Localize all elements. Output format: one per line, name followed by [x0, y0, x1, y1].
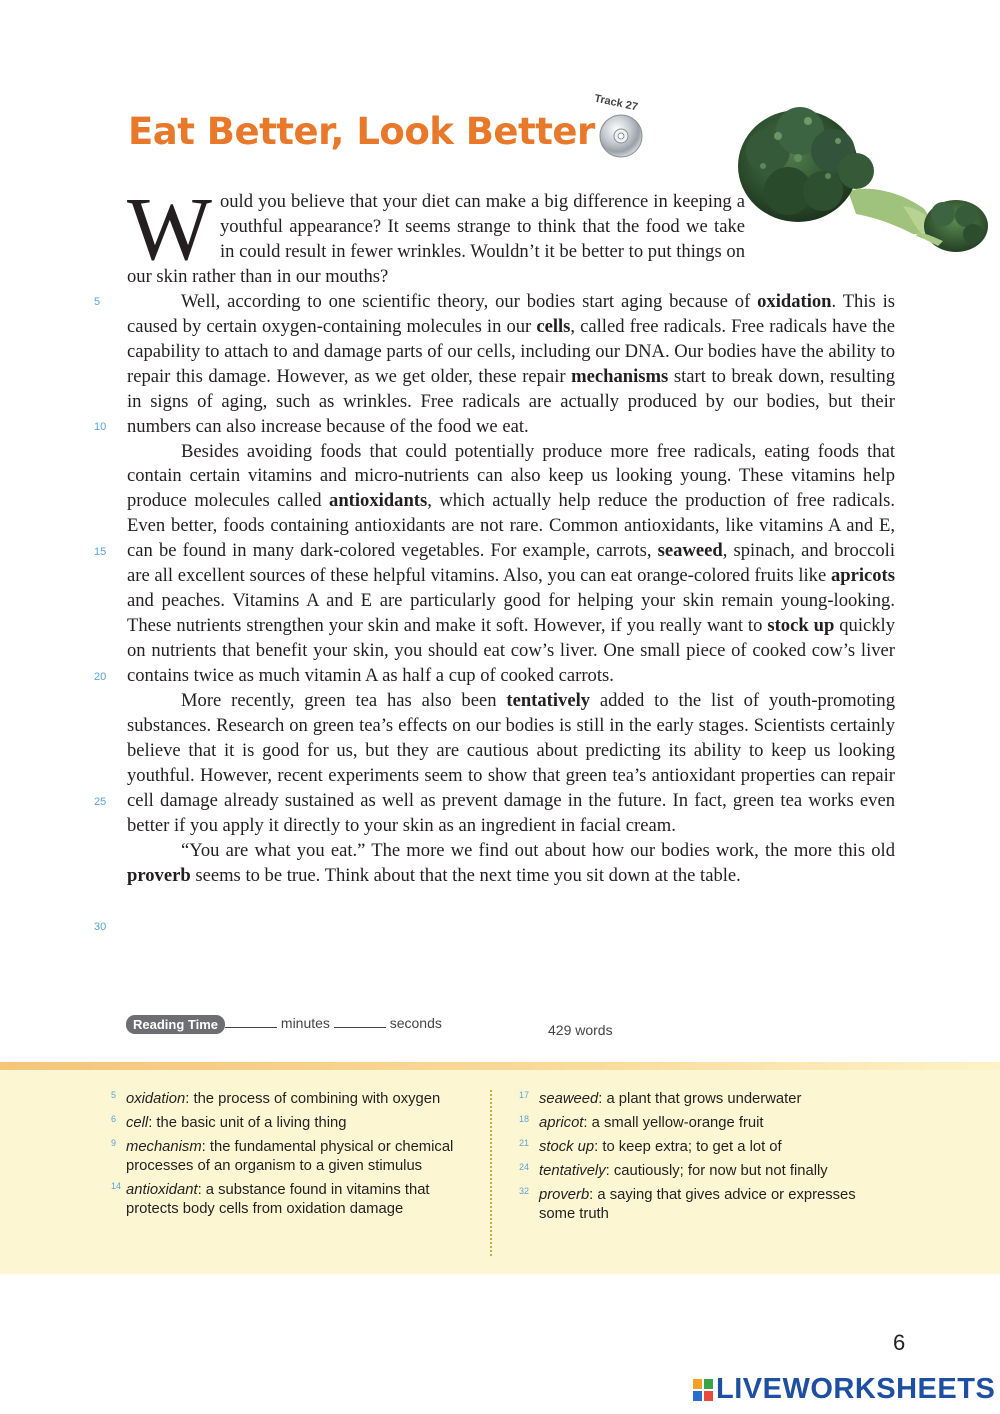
glossary-item: 21 stock up: to keep extra; to get a lot of [519, 1138, 782, 1155]
drop-cap: W [127, 180, 212, 279]
glossary-item: 24 tentatively: cautiously; for now but not finally [519, 1162, 828, 1179]
glossary-item: 14 antioxidant: a substance found in vitamins that protects body cells from oxidation damage [111, 1181, 430, 1217]
line-number: 25 [94, 796, 107, 808]
paragraph-2: Well, according to one scientific theory, our bodies start aging because of oxidation. This is caused by certain oxygen-containing molecules in our cells, called free radicals. Free radicals have the capability to attach to and damage parts of our cells, including our DNA. Our bodies have the ability to repair this damage. However, as we get older, these repair mechanisms start to break down, resulting in signs of aging, such as wrinkles. Free radicals are actually produced by our bodies, but their numbers can also increase because of the food we eat. [127, 290, 896, 437]
glossary-term: oxidation [126, 1091, 186, 1107]
page-title: Eat Better, Look Better [128, 110, 595, 153]
paragraph-4: More recently, green tea has also been tentatively added to the list of youth-promoting substances. Research on green tea’s effects on our bodies is still in the early stages. Scientists certainly believe that it is good for us, but they are cautious about predicting its ability to keep us looking youthful. However, recent experiments seem to show that green tea’s antioxidant properties can repair cell damage already sustained as well as prevent damage in the future. In fact, green tea works even better if you apply it directly to your skin as an ingredient in facial cream. [127, 690, 895, 836]
glossary-item: 17 seaweed: a plant that grows underwater [519, 1090, 802, 1107]
liveworksheets-logo-icon [693, 1379, 713, 1401]
minutes-label: minutes [280, 1015, 330, 1032]
paragraph-1: Would you believe that your diet can make a big difference in keeping a youthful appearance? It seems strange to think that the food we take in could result in fewer wrinkles. Wouldn’t it be better to put things on our skin rather than in our mouths? [127, 180, 745, 287]
keyword-stock-up[interactable]: stock up [767, 615, 835, 637]
keyword-seaweed[interactable]: seaweed [657, 540, 723, 562]
seconds-label: seconds [389, 1015, 442, 1032]
cd-disc-icon[interactable] [598, 113, 644, 159]
track-label: Track 27 [593, 92, 639, 114]
paragraph-3: Besides avoiding foods that could potentially produce more free radicals, eating foods that contain certain vitamins and micro-nutrients can also keep us looking young. These vitamins help produce molecules called antioxidants, which actually help reduce the production of free radicals. Even better, foods containing antioxidants are not rare. Common antioxidants, like vitamins A and E, can be found in many dark-colored vegetables. For example, carrots, seaweed, spinach, and broccoli are all excellent sources of these helpful vitamins. Also, you can eat orange-colored fruits like apricots and peaches. Vitamins A and E are particularly good for helping your skin remain young-looking. These nutrients strengthen your skin and make it soft. However, if you really want to stock up quickly on nutrients that benefit your skin, you should eat cow’s liver. One small piece of cooked cow’s liver contains twice as much vitamin A as half a cup of cooked carrots. [127, 440, 896, 687]
paragraph-5: “You are what you eat.” The more we find out about how our bodies work, the more this old proverb seems to be true. Think about that the next time you sit down at the table. [127, 839, 895, 886]
brand-name: LIVEWORKSHEETS [716, 1373, 996, 1405]
glossary-divider [490, 1090, 492, 1256]
glossary-item: 18 apricot: a small yellow-orange fruit [519, 1114, 764, 1131]
keyword-mechanisms[interactable]: mechanisms [571, 365, 669, 387]
glossary-top-stripe [0, 1062, 1000, 1070]
line-number: 10 [94, 421, 107, 433]
glossary-item: 9 mechanism: the fundamental physical or chemical processes of an organism to a given stimulus [111, 1138, 454, 1174]
keyword-cells[interactable]: cells [536, 315, 571, 337]
keyword-apricots[interactable]: apricots [830, 565, 895, 587]
glossary-item: 32 proverb: a saying that gives advice or expresses some truth [519, 1186, 856, 1222]
page-number: 6 [893, 1330, 906, 1355]
glossary-term: stock up [539, 1139, 595, 1155]
minutes-blank[interactable] [225, 1015, 277, 1028]
liveworksheets-brand[interactable] [693, 1373, 995, 1406]
glossary-term: seaweed [539, 1091, 599, 1107]
keyword-tentatively[interactable]: tentatively [506, 690, 591, 712]
glossary-right-column [519, 1090, 879, 1229]
reading-time-row [126, 1015, 442, 1034]
glossary-term: tentatively [539, 1163, 606, 1179]
glossary-term: cell [126, 1115, 149, 1131]
keyword-antioxidants[interactable]: antioxidants [329, 490, 428, 512]
glossary-left-column [111, 1090, 478, 1224]
keyword-proverb[interactable]: proverb [127, 864, 191, 886]
glossary-item: 6 cell: the basic unit of a living thing [111, 1114, 347, 1131]
glossary-term: antioxidant [126, 1182, 198, 1198]
line-number: 20 [94, 671, 107, 683]
glossary-term: mechanism [126, 1139, 202, 1155]
word-count: 429 words [548, 1022, 613, 1038]
reading-time-badge: Reading Time [126, 1015, 225, 1034]
glossary-term: proverb [539, 1187, 590, 1203]
line-number: 15 [94, 546, 107, 558]
keyword-oxidation[interactable]: oxidation [757, 290, 832, 312]
glossary-term: apricot [539, 1115, 584, 1131]
line-number: 30 [94, 921, 107, 933]
article-body [127, 180, 896, 889]
line-number: 5 [94, 296, 101, 308]
glossary-item: 5 oxidation: the process of combining with oxygen [111, 1090, 441, 1107]
seconds-blank[interactable] [334, 1015, 386, 1028]
